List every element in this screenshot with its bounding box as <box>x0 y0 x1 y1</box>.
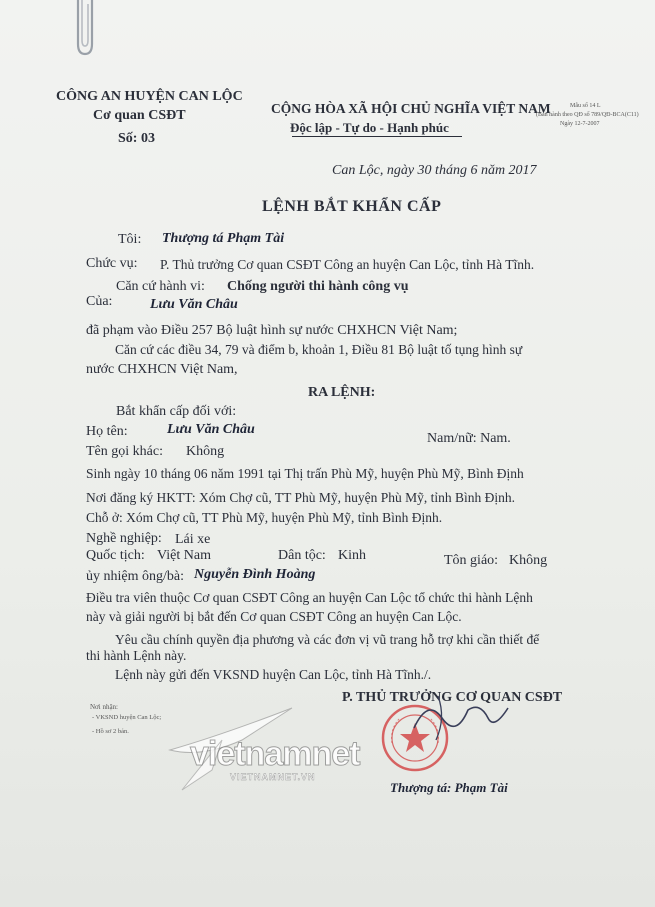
watermark-site: VIETNAMNET.VN <box>230 772 316 782</box>
toi-label: Tôi: <box>118 232 142 247</box>
quoc-tich-label: Quốc tịch: <box>86 548 145 563</box>
can-cu-dieu-line-1: Căn cứ các điều 34, 79 và điểm b, khoản 1, Điều 81 Bộ luật tố tụng hình sự <box>115 342 523 357</box>
can-cu-value: Chống người thi hành công vụ <box>227 279 409 294</box>
yeu-cau-line-2: thi hành Lệnh này. <box>86 648 187 663</box>
agency-unit: Cơ quan CSĐT <box>93 108 186 123</box>
ho-ten-label: Họ tên: <box>86 424 128 439</box>
uy-nhiem-label: ủy nhiệm ông/bà: <box>86 569 184 584</box>
ten-goi-khac-value: Không <box>186 444 225 459</box>
ra-lenh-heading: RA LỆNH: <box>308 385 376 400</box>
can-cu-label: Căn cứ hành vi: <box>116 279 205 294</box>
dan-toc-label: Dân tộc: <box>278 548 326 563</box>
noi-nhan-item-2: - Hồ sơ 2 bản. <box>92 728 129 735</box>
nghe-nghiep-value: Lái xe <box>175 532 211 547</box>
sinh-line: Sinh ngày 10 tháng 06 năm 1991 tại Thị trấn Phù Mỹ, huyện Phù Mỹ, Bình Định <box>86 466 524 481</box>
republic-name: CỘNG HÒA XÃ HỘI CHỦ NGHĨA VIỆT NAM <box>271 101 551 116</box>
agency-name: CÔNG AN HUYỆN CAN LỘC <box>56 89 243 104</box>
cua-label: Của: <box>86 294 113 309</box>
document-title: LỆNH BẮT KHẨN CẤP <box>262 198 442 215</box>
cua-value: Lưu Văn Châu <box>150 297 238 312</box>
ho-ten-value: Lưu Văn Châu <box>167 422 255 437</box>
motto-underline <box>292 136 462 137</box>
gui-den-line: Lệnh này gửi đến VKSND huyện Can Lộc, tỉnh Hà Tĩnh./. <box>115 667 432 682</box>
order-intro: Bắt khẩn cấp đối với: <box>116 404 237 419</box>
dieu-tra-line-1: Điều tra viên thuộc Cơ quan CSĐT Công an huyện Can Lộc tổ chức thi hành Lệnh <box>86 590 533 605</box>
ton-giao-value: Không <box>509 553 548 568</box>
noi-nhan-label: Nơi nhận: <box>90 703 119 711</box>
cho-o-line: Chỗ ở: Xóm Chợ cũ, TT Phù Mỹ, huyện Phù Mỹ, tỉnh Bình Định. <box>86 510 443 525</box>
uy-nhiem-value: Nguyễn Đình Hoàng <box>194 567 316 582</box>
pham-line: đã phạm vào Điều 257 Bộ luật hình sự nước CHXHCN Việt Nam; <box>86 323 458 338</box>
watermark-brand: vietnamnet <box>190 735 360 773</box>
gioi-tinh: Nam/nữ: Nam. <box>427 431 511 446</box>
signer-title: P. THỦ TRƯỞNG CƠ QUAN CSĐT <box>342 690 563 705</box>
chuc-vu-label: Chức vụ: <box>86 256 138 271</box>
can-cu-dieu-line-2: nước CHXHCN Việt Nam, <box>86 362 238 377</box>
yeu-cau-line-1: Yêu cầu chính quyền địa phương và các đơn vị vũ trang hỗ trợ khi cần thiết để <box>115 632 540 647</box>
signer-name: Thượng tá: Phạm Tài <box>390 780 508 795</box>
national-motto: Độc lập - Tự do - Hạnh phúc <box>290 120 449 135</box>
ton-giao-label: Tôn giáo: <box>444 553 499 568</box>
signature <box>408 688 518 748</box>
hktt-line: Nơi đăng ký HKTT: Xóm Chợ cũ, TT Phù Mỹ, huyện Phù Mỹ, tỉnh Bình Định. <box>86 490 515 505</box>
paper-clip-icon <box>72 0 98 58</box>
noi-nhan-item-1: - VKSND huyện Can Lộc; <box>92 714 162 721</box>
form-number: Mẫu số 14 L <box>570 103 601 109</box>
chuc-vu-value: P. Thủ trưởng Cơ quan CSĐT Công an huyện Can Lộc, tỉnh Hà Tĩnh. <box>160 257 535 272</box>
form-date: Ngày 12-7-2007 <box>560 121 600 127</box>
quoc-tich-value: Việt Nam <box>157 548 211 563</box>
nghe-nghiep-label: Nghề nghiệp: <box>86 531 162 546</box>
dieu-tra-line-2: này và giải người bị bắt đến Cơ quan CSĐT Công an huyện Can Lộc. <box>86 609 462 624</box>
dan-toc-value: Kinh <box>338 548 366 563</box>
form-reference: (Ban hành theo QĐ số 789/QĐ-BCA(C11) <box>536 112 639 118</box>
document-number: Số: 03 <box>118 131 155 146</box>
place-date: Can Lộc, ngày 30 tháng 6 năm 2017 <box>332 163 537 178</box>
toi-value: Thượng tá Phạm Tài <box>162 231 285 246</box>
ten-goi-khac-label: Tên gọi khác: <box>86 444 163 459</box>
